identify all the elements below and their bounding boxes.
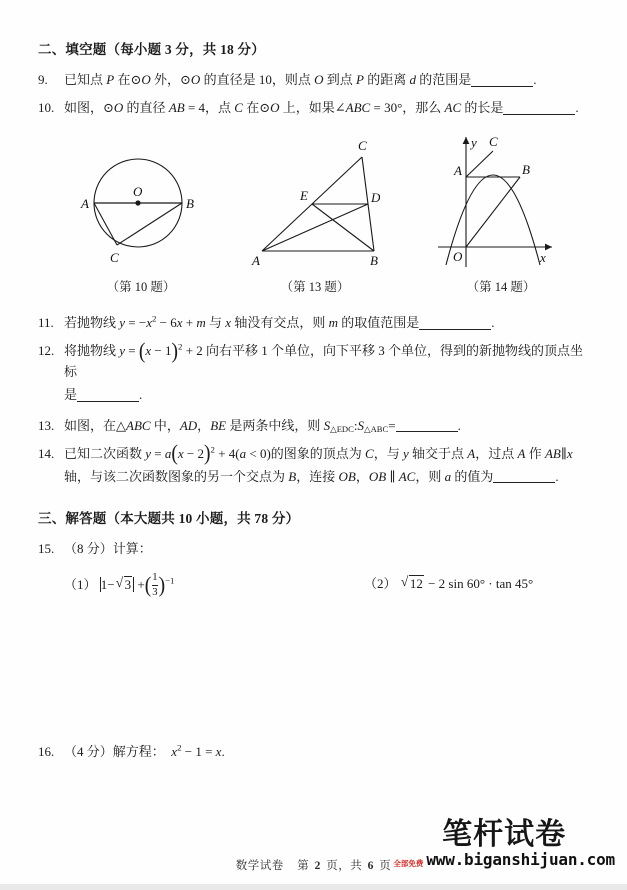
q9-t3: 外，⊙ — [150, 72, 191, 88]
q15-trig-rest: − 2 sin 60° · tan 45° — [424, 575, 534, 591]
q11-t6: 轴没有交点，则 — [231, 315, 329, 331]
q9-var-d: d — [409, 72, 416, 88]
q14-l2e: ，则 — [415, 468, 445, 484]
question-13-number: 13. — [38, 417, 55, 433]
question-16 — [38, 741, 590, 762]
q10-t3: = 4，点 — [184, 100, 235, 116]
figure-13-label-E: E — [300, 188, 308, 204]
figure-question-14 — [436, 125, 566, 295]
median-BE — [312, 204, 374, 251]
footer-page-number: 2 — [314, 860, 321, 872]
q11-var-y: y — [119, 315, 126, 331]
q14-var-a2: a — [239, 445, 247, 461]
q16-exponent: 2 — [177, 742, 182, 753]
watermark-title: 笔杆试卷 — [442, 817, 567, 852]
q11-t3: − 6 — [156, 315, 177, 331]
question-14-text — [64, 443, 590, 464]
question-12-text — [64, 340, 590, 382]
footer-subject: 数学试卷 — [235, 860, 284, 872]
q12-exponent: 2 — [178, 342, 183, 353]
q14-var-OB2: OB — [368, 468, 387, 484]
q10-var-AC: AC — [444, 100, 462, 116]
q14-exponent: 2 — [210, 444, 215, 455]
q14-var-y2: y — [402, 445, 409, 461]
q13-var-S2: S — [357, 417, 364, 433]
q15-part2-label: （2） — [364, 575, 397, 591]
q14-period: . — [555, 468, 559, 484]
q13-t4: 是两条中线，则 — [226, 417, 324, 433]
q14-var-AB: AB — [544, 445, 561, 461]
q11-var-m: m — [196, 315, 206, 331]
q14-var-B: B — [288, 468, 297, 484]
q13-t6: = — [388, 417, 396, 433]
answer-blank-13[interactable] — [396, 419, 458, 432]
figure-14-caption: （第 14 题） — [466, 280, 536, 295]
answer-blank-11[interactable] — [419, 316, 491, 329]
q11-t2: = − — [125, 315, 147, 331]
q10-t1: 如图，⊙ — [64, 100, 114, 116]
q13-sub-EDC: △EDC — [330, 423, 354, 434]
q10-t6: = 30°，那么 — [370, 100, 445, 116]
q12-paren-open: ( — [138, 339, 146, 364]
q15-minus: − — [107, 576, 115, 592]
footer-page-prefix: 第 — [297, 860, 310, 872]
q15-radicand-12: 12 — [409, 575, 423, 591]
q10-t5: 上，如果∠ — [279, 100, 346, 116]
q12-t2: = — [125, 343, 139, 359]
q13-var-S1: S — [323, 417, 331, 433]
question-16-marks: （4 分） — [64, 743, 113, 759]
q13-var-BE: BE — [210, 417, 227, 433]
q13-t2: 中， — [150, 417, 180, 433]
q15-fraction-one-third — [152, 572, 157, 598]
q14-l2c: ， — [355, 468, 369, 484]
figure-10-label-B: B — [186, 196, 194, 212]
q14-var-AC: AC — [398, 468, 416, 484]
q14-var-A: A — [467, 445, 476, 461]
q14-var-C: C — [365, 445, 374, 461]
figure-13-label-C: C — [358, 138, 367, 154]
q12-var-x: x — [145, 343, 152, 359]
x-axis-arrow — [545, 244, 552, 251]
q14-l2f: 的值为 — [451, 468, 494, 484]
q14-t5: + 4( — [214, 445, 240, 461]
q10-period: . — [575, 100, 579, 116]
answer-blank-9[interactable] — [471, 73, 533, 86]
q15-paren-close: ) — [158, 573, 166, 598]
q11-t4: + — [182, 315, 197, 331]
q9-t5: 到点 — [323, 72, 356, 88]
q12-paren-close: ) — [171, 339, 179, 364]
question-15-number: 15. — [38, 540, 55, 556]
segment-OB — [466, 177, 520, 247]
question-14-number: 14. — [38, 445, 55, 461]
q11-var-x: x — [146, 315, 152, 331]
q10-var-ABC: ABC — [345, 100, 371, 116]
figure-14-label-B: B — [522, 162, 530, 178]
page-bottom-edge — [0, 884, 627, 890]
q14-var-A2: A — [517, 445, 526, 461]
q9-t4: 的直径是 10，则点 — [200, 72, 315, 88]
q11-t1: 若抛物线 — [64, 315, 120, 331]
question-15-text — [64, 538, 590, 559]
q9-var-O3: O — [314, 72, 324, 88]
q11-var-x2: x — [176, 315, 183, 331]
q14-l2b: ，连接 — [296, 468, 339, 484]
q12-t1: 将抛物线 — [64, 343, 120, 359]
q14-var-x: x — [177, 445, 184, 461]
q14-t8: 轴交于点 — [408, 445, 468, 461]
q15-abs-close — [133, 577, 134, 592]
q15-paren-open: ( — [144, 573, 152, 598]
q14-var-x2: x — [566, 445, 573, 461]
question-15-workspace[interactable] — [38, 599, 590, 719]
q14-t7: ，与 — [373, 445, 403, 461]
figure-13-caption: （第 13 题） — [280, 280, 350, 295]
footer-page-mid: 页，共 — [326, 860, 363, 872]
figure-13-label-D: D — [371, 190, 380, 206]
q9-var-O2: O — [190, 72, 201, 88]
figure-10-label-C: C — [110, 250, 119, 266]
question-14-line2 — [64, 466, 590, 487]
q14-t10: 作 — [525, 445, 545, 461]
q12-period: . — [139, 387, 143, 403]
q15-frac-denominator: 3 — [152, 586, 158, 598]
footer-page-suffix: 页 — [379, 860, 392, 872]
q10-t7: 的长是 — [461, 100, 504, 116]
question-15-part-2 — [364, 573, 590, 599]
q16-rest: − 1 = — [181, 743, 216, 759]
q12-line2-lead: 是 — [64, 387, 78, 403]
figure-14-label-x: x — [540, 250, 546, 266]
figure-10-svg — [76, 125, 206, 275]
q16-var-x2: x — [215, 743, 222, 759]
question-9-text — [64, 69, 590, 90]
q11-var-m2: m — [328, 315, 338, 331]
footer-total-pages: 6 — [367, 860, 374, 872]
question-15 — [38, 538, 590, 559]
question-9 — [38, 69, 590, 90]
section-heading-fill-blank: 二、填空题（每小题 3 分，共 18 分） — [38, 42, 265, 57]
q14-var-OB: OB — [338, 468, 356, 484]
question-11-number: 11. — [38, 315, 54, 331]
q16-var-x: x — [171, 743, 178, 759]
y-axis-arrow — [463, 137, 470, 144]
q11-t5: 与 — [205, 315, 226, 331]
question-11 — [38, 312, 590, 333]
q13-var-AD: AD — [179, 417, 198, 433]
page-footer — [0, 857, 627, 873]
figure-question-10 — [76, 125, 206, 295]
figure-10-caption: （第 10 题） — [106, 280, 176, 295]
q15-part1-label: （1） — [64, 576, 97, 592]
watermark-url: www.biganshijuan.com — [426, 850, 615, 869]
q10-t2: 的直径 — [123, 100, 169, 116]
q15-exponent-neg1: −1 — [165, 575, 175, 586]
question-16-text — [64, 741, 590, 762]
q16-period: . — [221, 743, 225, 759]
segment-CB — [117, 203, 182, 245]
q10-var-O2: O — [270, 100, 280, 116]
q13-var-ABC: ABC — [126, 417, 151, 433]
q13-sub-ABC: △ABC — [363, 423, 389, 434]
q9-var-P: P — [106, 72, 115, 88]
q10-var-AB: AB — [168, 100, 185, 116]
section-heading-solve: 三、解答题（本大题共 10 小题，共 78 分） — [38, 510, 300, 526]
q10-t4: 在⊙ — [242, 100, 271, 116]
median-AD — [262, 204, 368, 251]
question-10-number: 10. — [38, 100, 55, 116]
question-9-number: 9. — [38, 72, 48, 88]
q9-t7: 的范围是 — [415, 72, 472, 88]
question-15-prompt: 计算： — [112, 540, 152, 556]
question-15-part-1 — [64, 573, 364, 599]
figure-strip — [38, 125, 590, 310]
q15-frac-numerator: 1 — [152, 572, 158, 584]
watermark-free-badge: 全部免费 — [393, 858, 424, 868]
answer-blank-14[interactable] — [493, 470, 555, 483]
center-point-O — [135, 201, 140, 206]
q9-t2: 在⊙ — [114, 72, 142, 88]
figure-13-label-B: B — [370, 253, 378, 269]
q13-t1: 如图，在△ — [64, 417, 126, 433]
q11-exponent: 2 — [152, 314, 157, 325]
q15-sqrt-12 — [401, 575, 424, 592]
q14-t1: 已知二次函数 — [64, 445, 146, 461]
figure-10-label-A: A — [81, 196, 89, 212]
segment-AC — [94, 203, 117, 245]
question-10 — [38, 97, 590, 118]
q14-paren-open: ( — [171, 441, 178, 466]
question-13-text — [64, 415, 590, 436]
q11-t7: 的取值范围是 — [337, 315, 420, 331]
figure-13-label-A: A — [252, 253, 260, 269]
question-13 — [38, 415, 590, 436]
q9-t1: 已知点 — [64, 72, 107, 88]
q11-period: . — [491, 315, 495, 331]
segment-AC — [466, 151, 493, 177]
q15-one: 1 — [100, 576, 108, 592]
q11-var-x3: x — [225, 315, 232, 331]
q9-var-O1: O — [141, 72, 151, 88]
q13-period: . — [457, 417, 461, 433]
answer-blank-10[interactable] — [503, 101, 575, 114]
q15-plus: + — [137, 576, 145, 592]
question-12 — [38, 340, 590, 382]
figure-question-13 — [250, 125, 380, 295]
figure-14-label-O: O — [453, 249, 463, 265]
question-15-subparts — [64, 573, 590, 599]
question-15-marks: （8 分） — [64, 540, 113, 556]
question-12-number: 12. — [38, 343, 55, 359]
figure-10-label-O: O — [133, 184, 143, 200]
figure-14-svg — [436, 125, 566, 275]
figure-14-label-A: A — [454, 163, 462, 179]
q12-t4: + 2 向右平移 1 个单位，向下平移 3 个单位，得到的新抛物线的顶点坐标 — [64, 343, 584, 380]
q13-t3: ， — [197, 417, 211, 433]
q14-l2a: 轴，与该二次函数图象的另一个交点为 — [64, 468, 289, 484]
q14-var-a3: a — [444, 468, 452, 484]
q15-radicand-3: 3 — [124, 576, 132, 592]
q9-t6: 的距离 — [363, 72, 410, 88]
question-10-text — [64, 97, 590, 118]
q14-t9: ，过点 — [475, 445, 518, 461]
q10-var-O: O — [113, 100, 124, 116]
answer-blank-12[interactable] — [77, 388, 139, 401]
q9-period: . — [533, 72, 537, 88]
q14-l2d: ∥ — [386, 468, 399, 484]
question-14 — [38, 443, 590, 464]
q14-var-y: y — [145, 445, 152, 461]
figure-14-label-y: y — [471, 135, 477, 151]
q9-var-P2: P — [355, 72, 364, 88]
q14-t6: < 0)的图象的顶点为 — [246, 445, 366, 461]
q13-t5: : — [353, 417, 358, 433]
question-16-prompt: 解方程： — [112, 743, 165, 759]
figure-14-label-C: C — [489, 134, 498, 150]
page-content — [38, 40, 590, 769]
figure-13-svg — [250, 125, 380, 275]
q14-t4: − 2 — [183, 445, 205, 461]
q14-t11: ∥ — [560, 445, 567, 461]
q14-var-a: a — [164, 445, 172, 461]
q12-var-y: y — [119, 343, 126, 359]
question-16-number: 16. — [38, 743, 55, 759]
q14-paren-close: ) — [204, 441, 211, 466]
question-11-text — [64, 312, 590, 333]
q15-sqrt-3 — [116, 576, 133, 593]
q10-var-C: C — [234, 100, 243, 116]
q14-t2: = — [151, 445, 165, 461]
q12-t3: − 1 — [151, 343, 172, 359]
question-12-line2 — [64, 384, 590, 405]
